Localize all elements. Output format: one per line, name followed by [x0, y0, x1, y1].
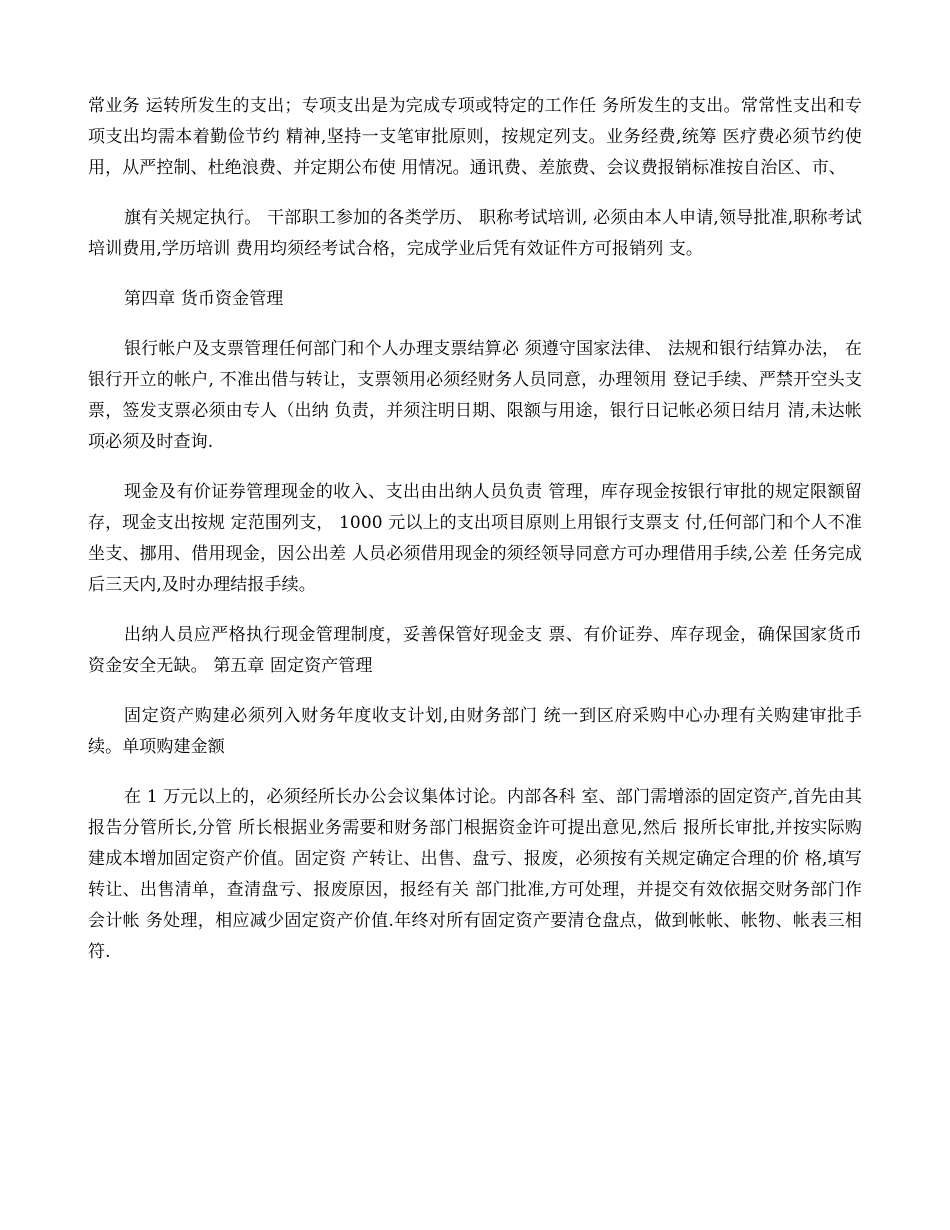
paragraph-2: 旗有关规定执行。 干部职工参加的各类学历、 职称考试培训, 必须由本人申请,领导批准,职称考试培训费用,学历培训 费用均须经考试合格，完成学业后凭有效证件方可报销列 支。 [88, 208, 862, 259]
paragraph-fixed-asset-purchase: 固定资产购建必须列入财务年度收支计划,由财务部门 统一到区府采购中心办理有关购建审批手续。单项购建金额 [88, 706, 862, 757]
paragraph-1: 常业务 运转所发生的支出；专项支出是为完成专项或特定的工作任 务所发生的支出。常常性支出和专项支出均需本着勤俭节约 精神,坚持一支笔审批原则，按规定列支。业务经费,统筹 医疗费必须节约使用，从严控制、杜绝浪费、并定期公布使 用情况。通讯费、差旅费、会议费报销标准按自治区、市、 [88, 96, 862, 178]
paragraph-cash-management: 现金及有价证券管理现金的收入、支出由出纳人员负责 管理，库存现金按银行审批的规定限额留存，现金支出按规 定范围列支， 1000 元以上的支出项目原则上用银行支票支 付,任何部门和个人不准坐支、挪用、借用现金，因公出差 人员必须借用现金的须经领导同意方可办理借用手续,公差 任务完成后三天内,及时办理结报手续。 [88, 482, 862, 595]
paragraph-fixed-asset-approval: 在 1 万元以上的，必须经所长办公会议集体讨论。内部各科 室、部门需增添的固定资产,首先由其报告分管所长,分管 所长根据业务需要和财务部门根据资金许可提出意见,然后 报所长审批,并按实际购建成本增加固定资产价值。固定资 产转让、出售、盘亏、报废，必须按有关规定确定合理的价 格,填写转让、出售清单，查清盘亏、报废原因，报经有关 部门批准,方可处理，并提交有效依据交财务部门作会计帐 务处理，相应减少固定资产价值.年终对所有固定资产要清仓盘点，做到帐帐、帐物、帐表三相符. [88, 787, 862, 962]
paragraph-bank-accounts: 银行帐户及支票管理任何部门和个人办理支票结算必 须遵守国家法律、 法规和银行结算办法， 在银行开立的帐户, 不准出借与转让，支票领用必须经财务人员同意，办理领用 登记手续、严禁开空头支票，签发支票必须由专人（出纳 负责，并须注明日期、限额与用途，银行日记帐必须日结月 清,未达帐项必须及时查询. [88, 339, 862, 452]
document-page [88, 91, 862, 987]
chapter-4-heading: 第四章 货币资金管理 [124, 289, 284, 309]
paragraph-cashier-duties: 出纳人员应严格执行现金管理制度，妥善保管好现金支 票、有价证券、库存现金，确保国家货币资金安全无缺。 第五章 固定资产管理 [88, 625, 862, 676]
